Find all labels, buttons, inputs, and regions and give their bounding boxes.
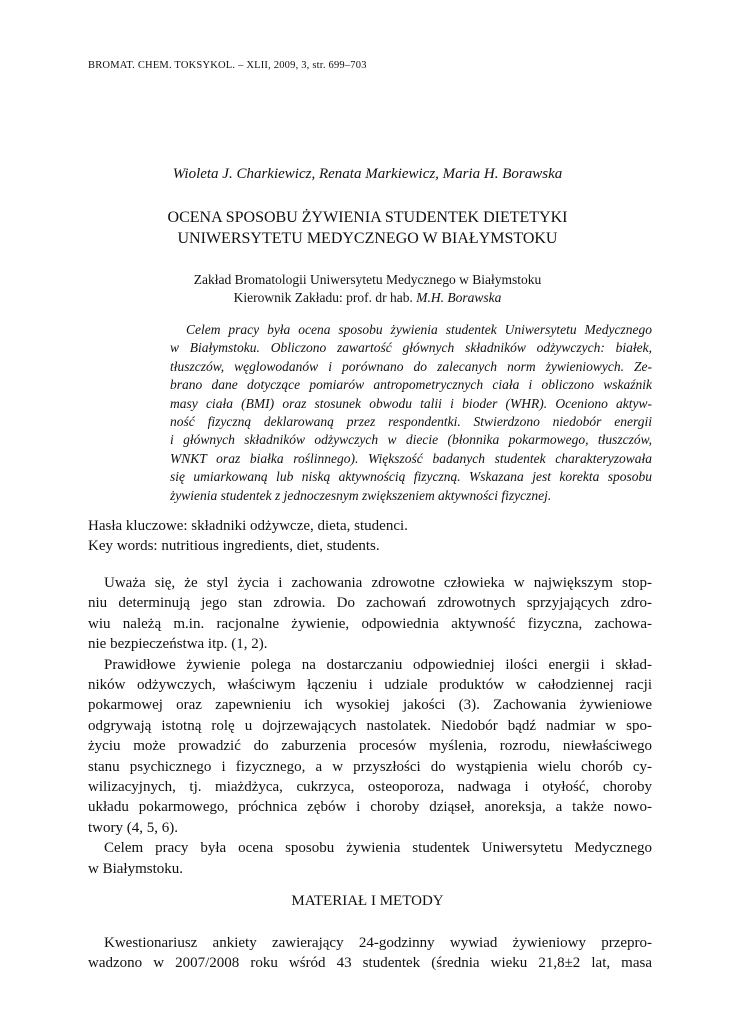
body-line: układu pokarmowego, próchnica zębów i choroby dziąseł, anoreksja, a także nowo- <box>88 799 652 816</box>
abstract-line: brano dane dotyczące pomiarów antropometrycznych ciała i obliczono wskaźnik <box>170 377 652 393</box>
body-line: życiu może prowadzić do zaburzenia procesów myślenia, rozrodu, niewłaściwego <box>88 738 652 755</box>
abstract-line: w Białymstoku. Obliczono zawartość głównych składników odżywczych: białek, <box>170 340 652 356</box>
body-line: ników odżywczych, właściwym łączeniu i udziale produktów w całodziennej racji <box>88 677 652 694</box>
body-line: odgrywają istotną rolę u dojrzewających nastolatek. Niedobór bądź nadmiar w spo- <box>88 717 652 734</box>
affiliation <box>0 271 735 307</box>
affiliation-head-name: M.H. Borawska <box>416 290 502 305</box>
body-line: wadzono w 2007/2008 roku wśród 43 studentek (średnia wieku 21,8±2 lat, masa <box>88 955 652 972</box>
abstract-line: WNKT oraz białka roślinnego). Większość badanych studentek charakteryzowała <box>170 450 652 466</box>
keywords-polish: Hasła kluczowe: składniki odżywcze, dieta, studenci. <box>88 518 408 534</box>
body-line: Kwestionariusz ankiety zawierający 24-godzinny wywiad żywieniowy przepro- <box>104 935 652 951</box>
body-line: w Białymstoku. <box>88 860 184 877</box>
methods-text <box>88 933 652 974</box>
body-line: twory (4, 5, 6). <box>88 819 178 836</box>
abstract-line: się umiarkowaną lub niską aktywnością fizyczną. Wskazana jest korekta sposobu <box>170 469 652 485</box>
abstract-line: ność fizyczną deklarowaną przez respondentki. Stwierdzono niedobór energii <box>170 414 652 430</box>
journal-header: BROMAT. CHEM. TOKSYKOL. – XLII, 2009, 3, str. 699–703 <box>88 60 367 71</box>
title-line-2: UNIWERSYTETU MEDYCZNEGO W BIAŁYMSTOKU <box>177 230 558 247</box>
body-line: Prawidłowe żywienie polega na dostarczaniu odpowiedniej ilości energii i skład- <box>104 656 652 673</box>
keywords-english: Key words: nutritious ingredients, diet, students. <box>88 538 380 554</box>
body-line: Uważa się, że styl życia i zachowania zdrowotne człowieka w największym stop- <box>104 575 652 591</box>
body-line: pokarmowej oraz zapewnieniu ich wysokiej jakości (3). Zachowania żywieniowe <box>88 697 652 714</box>
body-line: wilizacyjnych, tj. miażdżyca, cukrzyca, osteoporoza, nadwaga i otyłość, choroby <box>88 779 652 796</box>
abstract <box>170 321 652 505</box>
abstract-line: masy ciała (BMI) oraz stosunek obwodu talii i bioder (WHR). Oceniono aktyw- <box>170 395 652 411</box>
body-line: stanu psychicznego i fizycznego, a w przyszłości do wystąpienia wielu chorób cy- <box>88 758 652 775</box>
body-line: niu determinują jego stan zdrowia. Do zachowań zdrowotnych sprzyjających zdro- <box>88 595 652 612</box>
article-title <box>0 207 735 249</box>
section-heading: MATERIAŁ I METODY <box>291 893 444 909</box>
introduction-text <box>88 573 652 879</box>
affiliation-head-label: Kierownik Zakładu: prof. dr hab. <box>233 290 417 305</box>
affiliation-line-2 <box>0 289 735 307</box>
abstract-line: tłuszczów, węglowodanów i porównano do zalecanych norm żywieniowych. Ze- <box>170 358 652 374</box>
abstract-line: i głównych składników odżywczych w diecie (błonnika pokarmowego, tłuszczów, <box>170 432 652 448</box>
body-line: nie bezpieczeństwa itp. (1, 2). <box>88 636 268 653</box>
abstract-line: żywienia studentek z jednoczesnym zwiększeniem aktywności fizycznej. <box>170 487 552 503</box>
body-line: wiu należą m.in. racjonalne żywienie, odpowiednia aktywność fizyczna, zachowa- <box>88 615 652 632</box>
affiliation-line-1: Zakład Bromatologii Uniwersytetu Medycznego w Białymstoku <box>193 272 542 287</box>
authors: Wioleta J. Charkiewicz, Renata Markiewicz, Maria H. Borawska <box>172 166 563 182</box>
abstract-line: Celem pracy była ocena sposobu żywienia studentek Uniwersytetu Medycznego <box>186 322 652 337</box>
title-line-1: OCENA SPOSOBU ŻYWIENIA STUDENTEK DIETETYKI <box>167 209 568 226</box>
body-line: Celem pracy była ocena sposobu żywienia studentek Uniwersytetu Medycznego <box>104 840 652 857</box>
keywords <box>88 516 408 556</box>
